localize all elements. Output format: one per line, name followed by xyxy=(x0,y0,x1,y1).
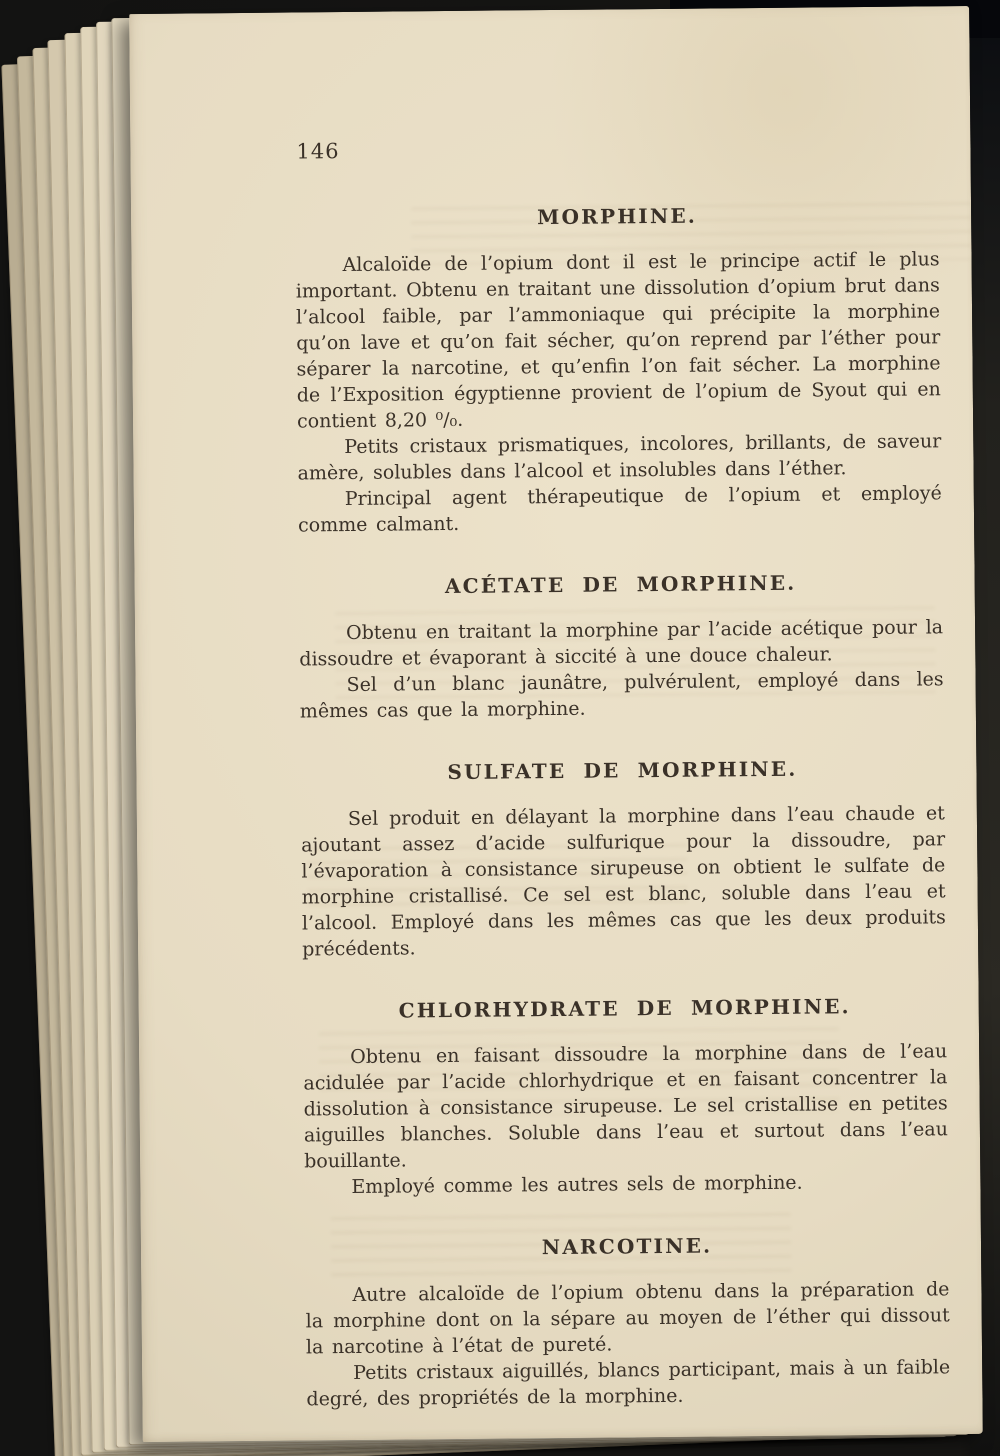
section-heading: SULFATE DE MORPHINE. xyxy=(447,756,798,785)
section-heading: MORPHINE. xyxy=(537,203,698,230)
paragraph: Obtenu en traitant la morphine par l’acide acétique pour la dissoudre et évaporant à siccité à une douce chaleur. xyxy=(299,616,944,671)
paragraph: Principal agent thérapeutique de l’opium et employé comme calmant. xyxy=(297,482,942,537)
section-narcotine xyxy=(305,1230,951,1412)
book-page xyxy=(129,6,983,1442)
paragraph: Employé comme les autres sels de morphine. xyxy=(351,1171,803,1198)
section-heading: CHLORHYDRATE DE MORPHINE. xyxy=(398,994,851,1023)
section-heading: ACÉTATE DE MORPHINE. xyxy=(444,570,797,599)
paragraph: Petits cristaux prismatiques, incolores, brillants, de saveur amère, solubles dans l’alcool et insolubles dans l’éther. xyxy=(297,430,942,485)
page-number: 146 xyxy=(296,139,340,164)
paragraph: Autre alcaloïde de l’opium obtenu dans la préparation de la morphine dont on la sépare au moyen de l’éther qui dissout la narcotine à l’état de pureté. xyxy=(305,1278,950,1359)
paragraph: Sel d’un blanc jaunâtre, pulvérulent, employé dans les mêmes cas que la morphine. xyxy=(299,668,944,723)
paragraph: Alcaloïde de l’opium dont il est le principe actif le plus important. Obtenu en traitant une dissolution d’opium brut dans l’alcool faible, par l’ammoniaque qui précipite la morphine qu’on lave et qu’on fait sécher, qu’on reprend par l’éther pour séparer la narcotine, et qu’enfin l’on fait sécher. La morphine de l’Exposition égyptienne provient de l’opium de Syout qui en contient 8,20 ⁰/₀. xyxy=(295,248,941,433)
page-content xyxy=(129,6,983,1442)
section-acetate-de-morphine xyxy=(299,568,944,724)
section-chlorhydrate-de-morphine xyxy=(303,992,949,1200)
section-morphine xyxy=(295,200,942,538)
section-sulfate-de-morphine xyxy=(300,754,946,962)
paragraph: Petits cristaux aiguillés, blancs participant, mais à un faible degré, des propriétés de la morphine. xyxy=(306,1356,951,1411)
section-heading: NARCOTINE. xyxy=(541,1233,713,1260)
paragraph: Sel produit en délayant la morphine dans l’eau chaude et ajoutant assez d’acide sulfurique pour la dissoudre, par l’évaporation à consistance sirupeuse on obtient le sulfate de morphine cristallisé. Ce sel est blanc, soluble dans l’eau et l’alcool. Employé dans les mêmes cas que les deux produits précédents. xyxy=(301,802,946,961)
paragraph: Obtenu en faisant dissoudre la morphine dans de l’eau acidulée par l’acide chlorhydrique et en faisant concentrer la dissolution à consistance sirupeuse. Le sel cristallise en petites aiguilles blanches. Soluble dans l’eau et surtout dans l’eau bouillante. xyxy=(303,1040,949,1173)
